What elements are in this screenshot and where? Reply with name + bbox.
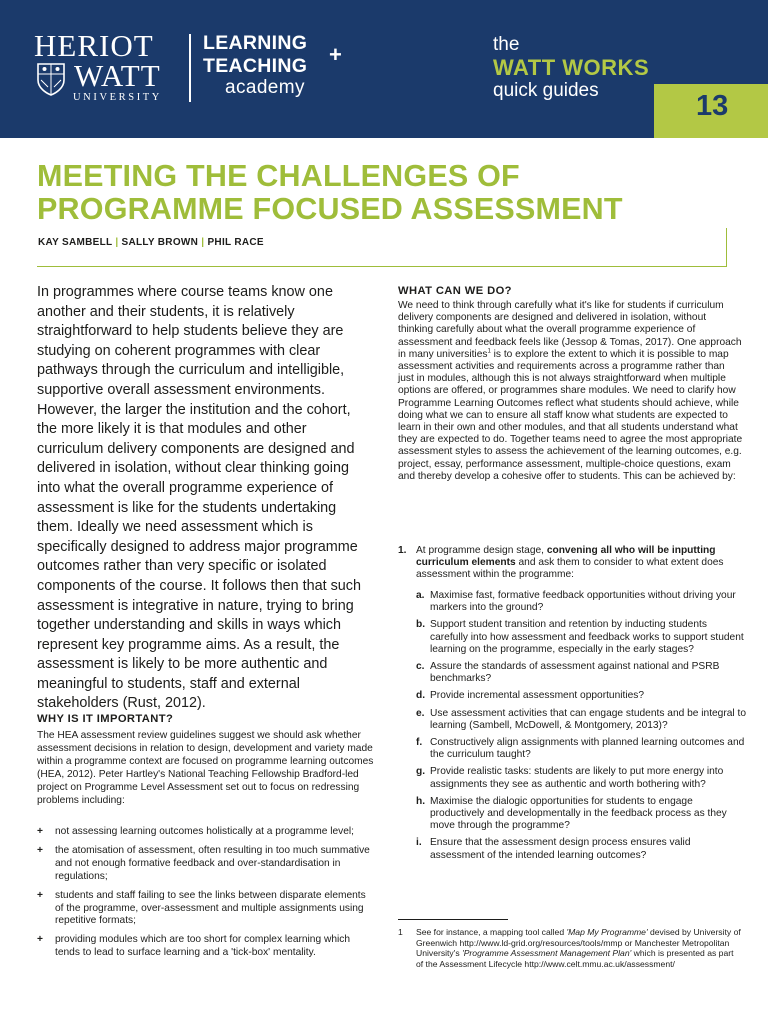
author: PHIL RACE <box>207 237 264 248</box>
list-item <box>416 590 746 614</box>
list-item-text: Use assessment activities that can engage students and be integral to learning (Sambell, McDowell, & Montgomery, 2013)? <box>430 707 747 731</box>
author-list <box>38 237 264 248</box>
list-item-text: Support student transition and retention by inducting students carefully into how assessment and feedback works to support student learning on the programme, especially in the early stages? <box>430 619 744 655</box>
list-item-text: providing modules which are too short for complex learning which tends to lead to surface learning and a 'tick-box' mentality. <box>55 934 351 959</box>
item-letter: a. <box>416 590 425 601</box>
title-line-1: MEETING THE CHALLENGES OF <box>37 159 520 193</box>
lta-learning: LEARNING <box>203 32 308 54</box>
series-the: the <box>493 34 520 55</box>
list-item-text: not assessing learning outcomes holistically at a programme level; <box>55 826 354 837</box>
what-body <box>398 300 743 483</box>
why-body: The HEA assessment review guidelines suggest we should ask whether assessment decisions in relation to design, development and variety made within a programme context are focused on programme learning outcomes (HEA, 2012). Peter Hartley's National Teaching Fellowship Bradford-led project on Programme Level Assessment set out to focus on redressing problems including: <box>37 730 374 806</box>
header-banner <box>0 0 768 138</box>
author-separator: | <box>115 237 122 248</box>
item-number: 1. <box>398 545 407 556</box>
title-line-2: PROGRAMME FOCUSED ASSESSMENT <box>37 192 623 226</box>
item-letter: d. <box>416 690 426 702</box>
plus-icon: + <box>329 42 342 67</box>
footnote-ref[interactable]: 1 <box>487 348 491 355</box>
what-body-part-2: is to explore the extent to which it is possible to map assessment activities and requirements across a programme rather than just in modules, although this is not always straightforward when multiple options are offered, or programmes share modules. We need to clarify how Programme Learning Outcomes reflect what students should achieve, while doing what we can to ensure all staff know what students are expected to learn in their own and other modules, and that all students understand what they are expected to do. Together teams need to agree the most appropriate assessment styles to assess the achievement of the learning outcomes, e.g. project, essay, performance assessment, multiple-choice questions, exam and thereby develop a cohesive offer to students. This can be achieved by: <box>398 348 743 482</box>
logo-watt: WATT <box>74 58 161 93</box>
author: SALLY BROWN <box>121 237 199 248</box>
item-text-pre: At programme design stage, <box>416 545 547 556</box>
title-rule-horizontal <box>37 266 727 267</box>
list-item-text: Maximise fast, formative feedback opportunities without driving your markers into the ground? <box>430 590 736 614</box>
what-heading: WHAT CAN WE DO? <box>398 285 512 297</box>
lta-teaching: TEACHING <box>203 55 308 77</box>
footnote-rule <box>398 919 508 920</box>
page-title <box>37 160 737 226</box>
list-item-text: Maximise the dialogic opportunities for students to engage productively and developmentally in the feedback process as they move through the programme? <box>430 795 727 832</box>
plus-bullet-icon: + <box>37 826 43 837</box>
plus-bullet-icon: + <box>37 889 43 901</box>
list-item <box>416 796 746 833</box>
item-letter: h. <box>416 795 426 807</box>
list-item <box>37 826 377 839</box>
logo-divider <box>189 34 191 102</box>
footnote-text <box>398 927 743 969</box>
item-text-post: and ask them to consider to what extent does assessment within the programme: <box>416 557 724 581</box>
title-rule-vertical <box>726 228 727 267</box>
footnote-plan-name: 'Programme Assessment Management Plan' <box>462 948 632 959</box>
list-item-text: Constructively align assignments with planned learning outcomes and the curriculum taught? <box>430 737 745 761</box>
list-item-text: students and staff failing to see the links between disparate elements of the programme, over-assessment and multiple assignments using repetitive formats; <box>55 889 366 927</box>
list-item-text: Provide realistic tasks: students are likely to put more energy into assignments they see as authentic and worth bothering with? <box>430 766 724 790</box>
item-letter: g. <box>416 766 426 778</box>
numbered-item-text <box>398 545 743 582</box>
item-letter: i. <box>416 837 422 849</box>
author-separator: | <box>201 237 208 248</box>
footnote-tool-name: 'Map My Programme' <box>566 927 648 937</box>
footnote-number: 1 <box>398 927 403 937</box>
item-letter: c. <box>416 661 425 673</box>
list-item-text: Provide incremental assessment opportunities? <box>430 690 645 702</box>
list-item <box>416 708 746 732</box>
numbered-item-1 <box>398 545 743 582</box>
list-item <box>37 934 377 960</box>
list-item <box>416 837 746 861</box>
learning-teaching-academy-logo <box>203 32 342 98</box>
why-heading: WHY IS IT IMPORTANT? <box>37 713 174 725</box>
lead-paragraph: In programmes where course teams know one another and their students, it is relatively straightforward to help students believe they are studying on coherent programmes with clear pathways through the curriculum and intelligible, supportive overall assessment environments. However, the larger the institution and the cohort, the more likely it is that modules and other curriculum delivery components are designed and delivered in isolation, without clear thinking going into what the overall programme experience of assessment is like for the students undertaking them. Ideally we need assessment which is specifically designed to address major programme outcomes rather than very specific or isolated components of the course. It follows then that such assessment is integrative in nature, trying to bring together understanding and skills in ways which represent key programme aims. As a result, the assessment is likely to be more authentic and meaningful to students, staff and external stakeholders (Rust, 2012). <box>37 284 361 712</box>
item-letter: e. <box>416 707 425 719</box>
crest-icon <box>36 62 66 96</box>
list-item <box>416 766 746 790</box>
what-body-part-1: We need to think through carefully what it's like for students if curriculum delivery components are designed and delivered in isolation, without thinking carefully about what the overall programme experience of assessment and feedback feels like (Jessop & Tomas, 2017). One approach in many universities <box>398 300 742 360</box>
heriot-watt-logo <box>34 30 182 102</box>
logo-university: UNIVERSITY <box>73 92 162 103</box>
item-letter: b. <box>416 619 426 631</box>
plus-bullet-icon: + <box>37 934 43 946</box>
footnote-part: See for instance, a mapping tool called <box>416 927 567 937</box>
list-item <box>416 619 746 656</box>
list-item <box>37 845 377 884</box>
item-letter: f. <box>416 737 423 749</box>
list-item-text: the atomisation of assessment, often resulting in too much summative and not enough formative feedback and over-standardisation in regulations; <box>55 844 370 882</box>
why-bullet-list <box>37 826 377 966</box>
plus-bullet-icon: + <box>37 844 43 856</box>
footnote-part: which is presented as part of the Assessment Lifecycle http://www.celt.mmu.ac.uk/assessment/ <box>416 948 734 969</box>
lettered-list <box>416 590 746 867</box>
series-quick-guides: quick guides <box>493 80 599 101</box>
list-item <box>416 737 746 761</box>
logo-heriot: HERIOT <box>34 28 154 63</box>
list-item-text: Assure the standards of assessment against national and PSRB benchmarks? <box>430 661 720 685</box>
list-item <box>37 890 377 929</box>
footnote <box>398 927 743 969</box>
series-title: WATT WORKS <box>493 55 650 80</box>
item-text-bold: convening all who will be inputting curriculum elements <box>416 545 716 569</box>
list-item-text: Ensure that the assessment design process ensures valid assessment of the intended learning outcomes? <box>430 837 691 861</box>
author: KAY SAMBELL <box>38 237 113 248</box>
issue-number: 13 <box>696 90 729 122</box>
lta-academy: academy <box>225 77 305 98</box>
watt-works-series <box>493 34 649 102</box>
list-item <box>416 661 746 685</box>
list-item <box>416 690 746 702</box>
footnote-part: devised by University of Greenwich http://www.ld-grid.org/resources/tools/mmp or Manchester Metropolitan University's <box>416 927 741 959</box>
